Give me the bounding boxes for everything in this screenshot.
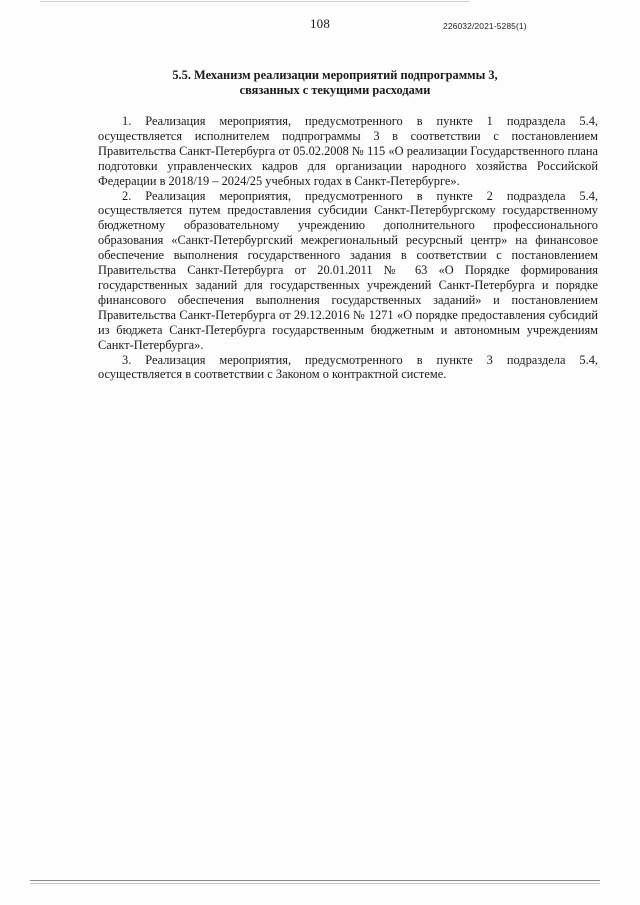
top-scan-rule <box>40 1 470 2</box>
page-number: 108 <box>309 16 331 31</box>
paragraph-3: 3. Реализация мероприятия, предусмотренного в пункте 3 подраздела 5.4, осуществляется в соответствии с Законом о контрактной системе. <box>98 352 598 382</box>
paragraph-2: 2. Реализация мероприятия, предусмотренного в пункте 2 подраздела 5.4, осуществляется путем предоставления субсидии Санкт-Петербургскому государственному бюджетному образовательному учреждению дополнительного профессионального образования «Санкт-Петербургский межрегиональный ресурсный центр» на финансовое обеспечение выполнения государственного задания в соответствии с постановлением Правительства Санкт-Петербурга от 20.01.2011 № 63 «О Порядке формирования государственных заданий для государственных учреждений Санкт-Петербурга и порядке финансового обеспечения выполнения государственных заданий» и постановлением Правительства Санкт-Петербурга от 29.12.2016 № 1271 «О порядке предоставления субсидий из бюджета Санкт-Петербурга государственным бюджетным и автономным учреждениям Санкт-Петербурга». <box>98 188 598 352</box>
section-title-line-1: 5.5. Механизм реализации мероприятий подпрограммы 3, <box>172 68 498 82</box>
section-title <box>0 68 640 98</box>
section-title-line-2: связанных с текущими расходами <box>239 83 431 97</box>
document-id: 226032/2021-5285(1) <box>443 21 527 31</box>
paragraph-1: 1. Реализация мероприятия, предусмотренного в пункте 1 подраздела 5.4, осуществляется исполнителем подпрограммы 3 в соответствии с постановлением Правительства Санкт-Петербурга от 05.02.2008 № 115 «О реализации Государственного плана подготовки управленческих кадров для организации народного хозяйства Российской Федерации в 2018/19 – 2024/25 учебных годах в Санкт-Петербурге». <box>98 114 598 188</box>
body-text <box>98 114 598 382</box>
bottom-scan-rule-shadow <box>30 883 600 884</box>
bottom-scan-rule <box>30 880 600 881</box>
